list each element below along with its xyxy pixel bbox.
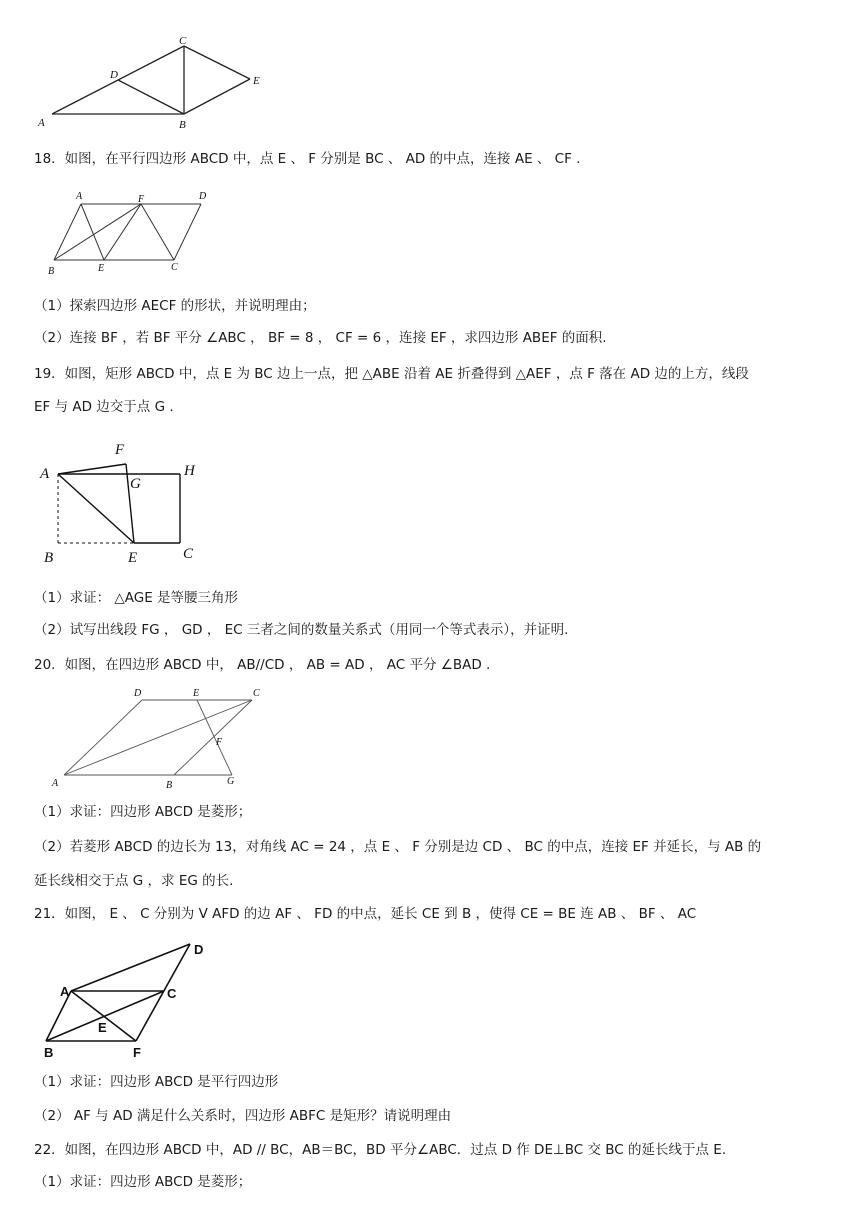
q21-part1: （1）求证：四边形 ABCD 是平行四边形 bbox=[34, 1074, 279, 1090]
label-D: D bbox=[194, 942, 204, 957]
label-G: G bbox=[227, 776, 235, 787]
label-A: A bbox=[76, 191, 83, 202]
label-E: E bbox=[193, 688, 200, 699]
label-B: B bbox=[179, 119, 186, 131]
q21-stem: 21．如图， E 、 C 分别为 V AFD 的边 AF 、 FD 的中点，延长 CE 到 B ，使得 CE = BE 连 AB 、 BF 、 AC bbox=[34, 906, 697, 922]
q20-stem: 20．如图，在四边形 ABCD 中， AB//CD ， AB = AD ， AC 平分 ∠BAD . bbox=[34, 657, 491, 673]
label-B: B bbox=[48, 266, 55, 277]
q19-part1: （1）求证： △AGE 是等腰三角形 bbox=[34, 590, 239, 606]
figure-q19 bbox=[36, 436, 216, 566]
label-D: D bbox=[134, 688, 142, 699]
q18-stem: 18．如图，在平行四边形 ABCD 中，点 E 、 F 分别是 BC 、 AD 的中点，连接 AE 、 CF . bbox=[34, 151, 581, 167]
label-A: A bbox=[40, 466, 50, 482]
label-B: B bbox=[166, 780, 173, 791]
q18-part1: （1）探索四边形 AECF 的形状，并说明理由； bbox=[34, 298, 316, 314]
figure-q21 bbox=[38, 936, 228, 1061]
label-E: E bbox=[98, 263, 105, 274]
q19-stem-line1: 19．如图，矩形 ABCD 中，点 E 为 BC 边上一点，把 △ABE 沿着 AE 折叠得到 △AEF ，点 F 落在 AD 边的上方，线段 bbox=[34, 366, 749, 382]
label-E: E bbox=[253, 75, 260, 87]
label-F: F bbox=[115, 442, 125, 458]
label-B: B bbox=[44, 1045, 54, 1060]
label-C: C bbox=[179, 35, 187, 47]
label-F: F bbox=[133, 1045, 141, 1060]
q22-stem: 22．如图，在四边形 ABCD 中，AD // BC，AB＝BC，BD 平分∠ABC．过点 D 作 DE⊥BC 交 BC 的延长线于点 E. bbox=[34, 1142, 727, 1158]
figure-top bbox=[30, 34, 280, 134]
label-C: C bbox=[183, 546, 194, 562]
q20-part2-line1: （2）若菱形 ABCD 的边长为 13，对角线 AC = 24 ，点 E 、 F 分别是边 CD 、 BC 的中点，连接 EF 并延长，与 AB 的 bbox=[34, 839, 762, 855]
label-D: D bbox=[110, 69, 118, 81]
q22-part1: （1）求证：四边形 ABCD 是菱形； bbox=[34, 1174, 252, 1190]
label-H: H bbox=[184, 463, 195, 479]
label-F: F bbox=[138, 194, 145, 205]
label-E: E bbox=[98, 1020, 107, 1035]
label-C: C bbox=[253, 688, 260, 699]
label-C: C bbox=[167, 986, 177, 1001]
q18-part2: （2）连接 BF ，若 BF 平分 ∠ABC ， BF = 8 ， CF = 6 ，连接 EF ，求四边形 ABEF 的面积. bbox=[34, 330, 607, 346]
q19-stem-line2: EF 与 AD 边交于点 G . bbox=[34, 399, 174, 415]
label-D: D bbox=[199, 191, 207, 202]
label-A: A bbox=[38, 117, 45, 129]
label-E: E bbox=[128, 550, 138, 566]
label-B: B bbox=[44, 550, 54, 566]
q20-part2-line2: 延长线相交于点 G ，求 EG 的长. bbox=[34, 873, 234, 889]
q19-part2: （2）试写出线段 FG ， GD ， EC 三者之间的数量关系式（用同一个等式表示），并证明. bbox=[34, 622, 569, 638]
label-A: A bbox=[52, 778, 59, 789]
label-G: G bbox=[130, 476, 141, 492]
q21-part2: （2） AF 与 AD 满足什么关系时，四边形 ABFC 是矩形？请说明理由 bbox=[34, 1108, 452, 1124]
figure-q18 bbox=[40, 186, 230, 278]
figure-q20 bbox=[46, 684, 276, 794]
label-F: F bbox=[216, 737, 223, 748]
q20-part1: （1）求证：四边形 ABCD 是菱形； bbox=[34, 804, 252, 820]
label-A: A bbox=[60, 984, 70, 999]
label-C: C bbox=[171, 262, 178, 273]
